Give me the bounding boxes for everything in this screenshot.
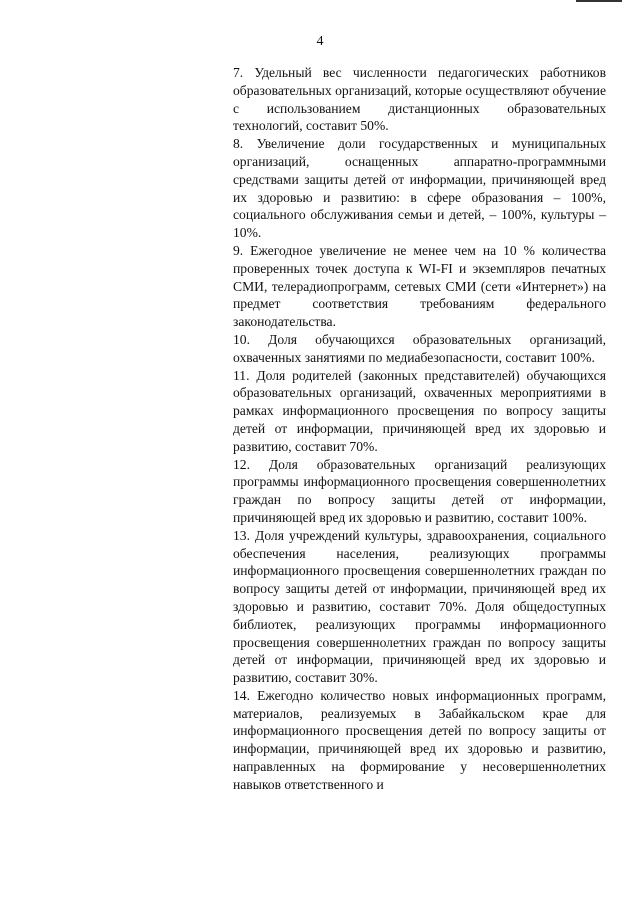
page-number: 4 bbox=[316, 34, 324, 49]
paragraph-item-13: 13. Доля учреждений культуры, здравоохранения, социального обеспечения населения, реализующих программы информационного просвещения совершеннолетних граждан по вопросу защиты детей от информации, причиняющей вред их здоровью и развитию, составит 70%. Доля общедоступных библиотек, реализующих программы информационного просвещения совершеннолетних граждан по вопросу защиты детей от информации, причиняющей вред их здоровью и развитию, составит 30%. bbox=[233, 527, 606, 686]
paragraph-item-7: 7. Удельный вес численности педагогических работников образовательных организаций, которые осуществляют обучение с использованием дистанционных образовательных технологий, составит 50%. bbox=[233, 65, 606, 134]
paragraph-item-9: 9. Ежегодное увеличение не менее чем на 10 % количества проверенных точек доступа к WI-FI и экземпляров печатных СМИ, телерадиопрограмм, сетевых СМИ (сети «Интернет») на предмет соответствия требованиям федерального законодательства. bbox=[233, 242, 606, 330]
paragraph-item-12: 12. Доля образовательных организаций реализующих программы информационного просвещения совершеннолетних граждан по вопросу защиты детей от информации, причиняющей вред их здоровью и развитию, составит 100%. bbox=[233, 456, 606, 525]
paragraph-item-11: 11. Доля родителей (законных представителей) обучающихся образовательных организаций, охваченных мероприятиями в рамках информационного просвещения по вопросу защиты детей от информации, причиняющей вред их здоровью и развитию, составит 70%. bbox=[233, 367, 606, 454]
paragraph-item-14: 14. Ежегодно количество новых информационных программ, материалов, реализуемых в Забайкальском крае для информационного просвещения детей по вопросу защиты от информации, причиняющей вред их здоровью и развитию, направленных на формирование у несовершеннолетних навыков ответственного и bbox=[233, 687, 606, 792]
paragraph-item-8: 8. Увеличение доли государственных и муниципальных организаций, оснащенных аппаратно-программными средствами защиты детей от информации, причиняющей вред их здоровью и развитию: в сфере образования – 100%, социального обслуживания семьи и детей, – 100%, культуры – 10%. bbox=[233, 136, 606, 241]
top-rule bbox=[576, 0, 622, 2]
paragraph-item-10: 10. Доля обучающихся образовательных организаций, охваченных занятиями по медиабезопасности, составит 100%. bbox=[233, 331, 606, 365]
document-body bbox=[233, 64, 606, 794]
